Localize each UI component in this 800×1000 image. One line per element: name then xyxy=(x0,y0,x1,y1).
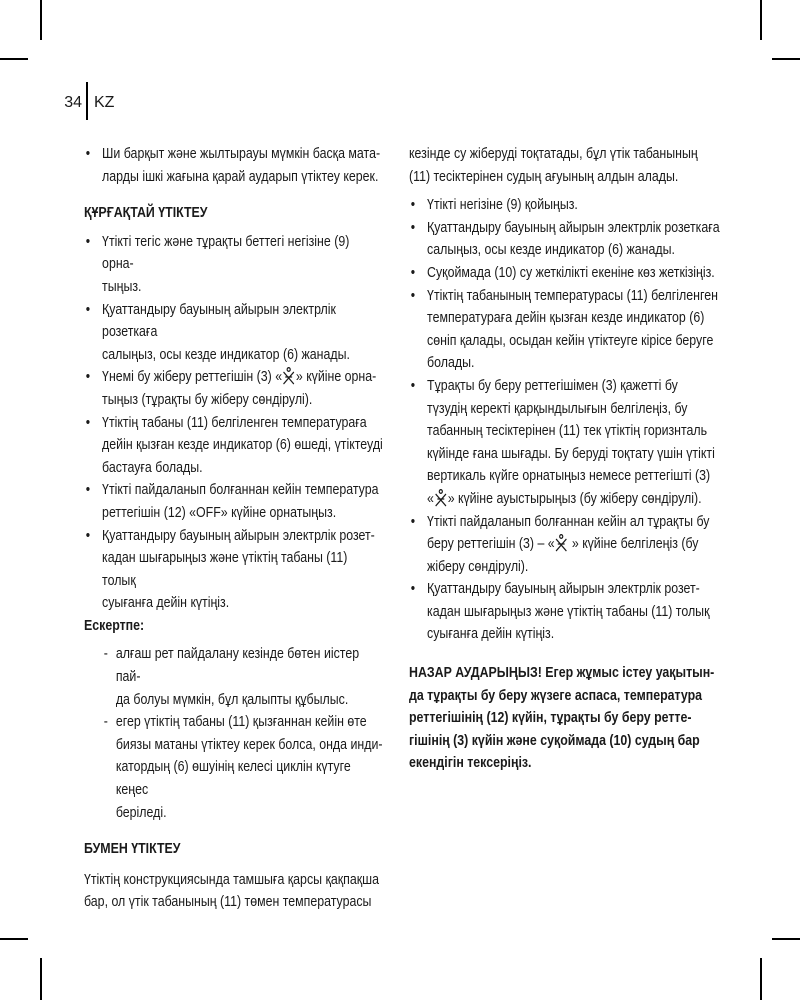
crop-mark xyxy=(0,58,28,60)
note-item: - егер үтіктің табаны (11) қызғаннан кейін өте биязы матаны үтіктеу керек болса, онда инди- катордың (6) өшуінің келесі циклін күтуге кеңес беріледі. xyxy=(102,711,384,824)
note-item: - алғаш рет пайдалану кезінде бөтен иістер пай- да болуы мүмкін, бұл қалыпты құбылыс. xyxy=(102,643,384,711)
crop-mark xyxy=(0,938,28,940)
list-item: • Қуаттандыру бауының айырын электрлік розеткаға салыңыз, осы кезде индикатор (6) жанады. xyxy=(409,217,723,262)
crop-mark xyxy=(40,0,42,40)
section-heading-dry-ironing: ҚҰРҒАҚТАЙ ҮТІКТЕУ xyxy=(84,205,208,222)
list-item: • Үтікті пайдаланып болғаннан кейін температура реттегішін (12) «OFF» күйіне орнатыңыз. xyxy=(84,479,384,524)
list-item: • Ши барқыт және жылтырауы мүмкін басқа мата- ларды ішкі жағына қарай аударып үтіктеу керек. xyxy=(84,143,384,188)
list-item: • Тұрақты бу беру реттегішімен (3) қажетті бу түзудің керекті қарқындылығын белгілеңіз, бу табанның тесіктерінен (11) тек үтіктің горизнталь күйінде ғана шығады. Бу беруді тоқтату үшін үтікті вертикаль күйге орнатыңыз немесе реттегішті (3) « » күйіне ауыстырыңыз (бу жіберу сөндірулі). xyxy=(409,375,723,511)
crop-mark xyxy=(772,938,800,940)
page-number: 34 xyxy=(64,94,82,111)
section-heading-steam-ironing: БУМЕН ҮТІКТЕУ xyxy=(84,841,181,858)
crop-mark xyxy=(40,958,42,1000)
list-item: • Қуаттандыру бауының айырын электрлік розеткаға салыңыз, осы кезде индикатор (6) жанады. xyxy=(84,299,384,367)
steam-off-icon xyxy=(555,534,569,552)
note-label: Ескертпе: xyxy=(84,617,145,634)
header-divider xyxy=(86,82,88,120)
list-item: • Үтікті тегіс және тұрақты беттегі негізіне (9) орна- тыңыз. xyxy=(84,231,384,299)
steam-intro-paragraph: Үтіктің конструкциясында тамшыға қарсы қақпақша бар, ол үтік табанының (11) төмен температурасы xyxy=(84,871,379,911)
list-item: • Үнемі бу жіберу реттегішін (3) « » күйіне орна- тыңыз (тұрақты бу жіберу сөндірулі). xyxy=(84,366,384,411)
language-code: KZ xyxy=(94,94,115,111)
crop-mark xyxy=(772,58,800,60)
list-item: • Қуаттандыру бауының айырын электрлік розет- кадан шығарыңыз және үтіктің табаны (11) толық суығанға дейін күтіңіз. xyxy=(84,525,384,615)
steam-off-icon xyxy=(282,367,296,385)
list-item: • Үтіктің табанының температурасы (11) белгіленген температураға дейін қызған кезде индикатор (6) сөніп қалады, осыдан кейін үтіктеуге кірісе беруге болады. xyxy=(409,285,723,375)
list-item: • Үтікті пайдаланып болғаннан кейін ал тұрақты бу беру реттегішін (3) – « » күйіне белгілеңіз (бу жіберу сөндірулі). xyxy=(409,511,723,579)
right-column xyxy=(409,143,723,775)
left-column xyxy=(84,143,384,914)
crop-mark xyxy=(760,958,762,1000)
list-item: • Қуаттандыру бауының айырын электрлік розет- кадан шығарыңыз және үтіктің табаны (11) толық суығанға дейін күтіңіз. xyxy=(409,578,723,646)
list-item: • Үтіктің табаны (11) белгіленген температураға дейін қызған кезде индикатор (6) өшеді, үтіктеуді бастауға болады. xyxy=(84,412,384,480)
crop-mark xyxy=(760,0,762,40)
warning-paragraph: НАЗАР АУДАРЫҢЫЗ! Егер жұмыс істеу уақытын- да тұрақты бу беру жүзеге аспаса, температура реттегішінің (12) күйін, тұрақты бу беру ретте- гішінің (3) күйін және суқоймада (10) судың бар екендігін тексеріңіз. xyxy=(409,665,715,772)
continued-paragraph: кезінде су жіберуді тоқтатады, бұл үтік табанының (11) тесіктерінен судың ағуының алдын алады. xyxy=(409,146,698,185)
steam-off-icon xyxy=(434,489,448,507)
list-item: • Үтікті негізіне (9) қойыңыз. xyxy=(409,194,723,217)
list-item: • Суқоймада (10) су жеткілікті екеніне көз жеткізіңіз. xyxy=(409,262,723,285)
